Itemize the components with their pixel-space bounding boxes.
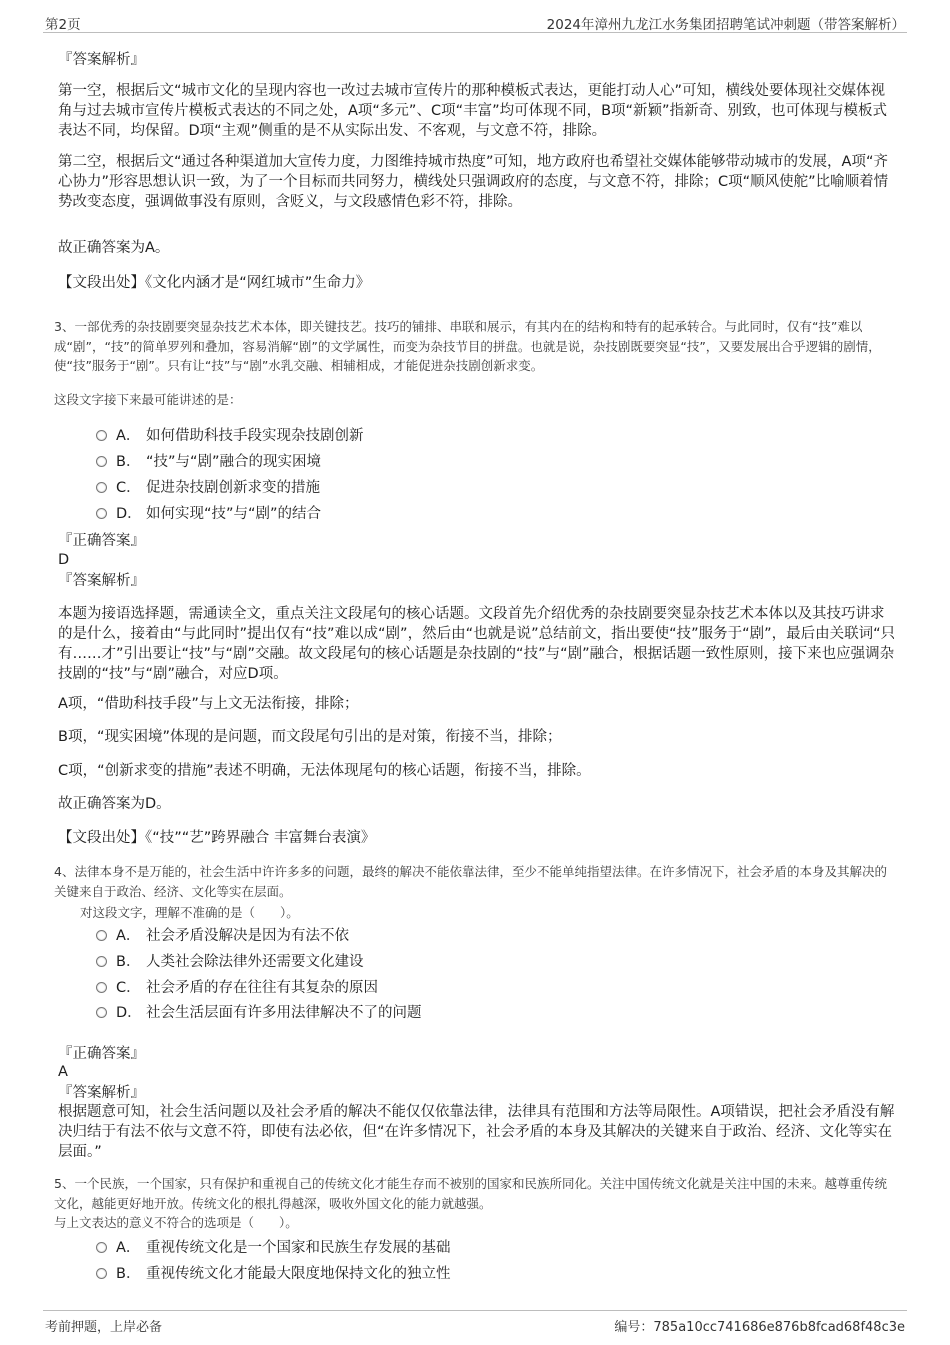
page-number: 第2页 [45, 17, 81, 33]
option-key: D． [116, 1005, 142, 1021]
option-key: C． [116, 480, 141, 496]
option-text: 社会矛盾的存在往往有其复杂的原因 [146, 980, 378, 996]
q3-answer: D [58, 552, 70, 568]
option-key: C． [116, 980, 141, 996]
q4-question: 对这段文字，理解不准确的是（ ）。 [80, 905, 299, 920]
radio-button-icon[interactable] [96, 508, 107, 519]
option-text: “技”与“剧”融合的现实困境 [146, 454, 322, 470]
radio-button-icon[interactable] [96, 1242, 107, 1253]
q3-option-b-note: B项，“现实困境”体现的是问题，而文段尾句引出的是对策，衔接不当，排除； [58, 729, 562, 745]
option-key: B． [116, 954, 141, 970]
option-text: 人类社会除法律外还需要文化建设 [146, 954, 364, 970]
radio-button-icon[interactable] [96, 1268, 107, 1279]
radio-button-icon[interactable] [96, 930, 107, 941]
option-key: B． [116, 1266, 141, 1282]
option-key: B． [116, 454, 141, 470]
q5-stem: 5、一个民族，一个国家，只有保护和重视自己的传统文化才能生存而不被别的国家和民族所同化。关注中国传统文化就是关注中国的未来。越尊重传统文化，越能更好地开放。传统文化的根扎得越深，吸收外国文化的能力就越强。 [54, 1176, 887, 1211]
q2-source: 【文段出处】《文化内涵才是“网红城市”生命力》 [58, 275, 371, 291]
q4-option-b[interactable] [96, 952, 364, 972]
q2-analysis-paragraph-2: 第二空，根据后文“通过各种渠道加大宣传力度，力图维持城市热度”可知，地方政府也希望社交媒体能够带动城市的发展，A项“齐心协力”形容思想认识一致，为了一个目标而共同努力，横线处只强调政府的态度，与文意不符，排除；C项“顺风使舵”比喻顺着情势改变态度，强调做事没有原则，含贬义，与文段感情色彩不符，排除。 [58, 154, 889, 210]
q2-conclusion: 故正确答案为A。 [58, 240, 170, 256]
q5-option-b[interactable] [96, 1264, 451, 1284]
q3-source: 【文段出处】《“技”“艺”跨界融合 丰富舞台表演》 [58, 830, 376, 846]
q2-analysis-paragraph-1: 第一空，根据后文“城市文化的呈现内容也一改过去城市宣传片的那种模板式表达，更能打动人心”可知，横线处要体现社交媒体视角与过去城市宣传片模板式表达的不同之处，A项“多元”、C项“丰富”均可体现不同，B项“新颖”指新奇、别致，也可体现与模板式表达不同，均保留。D项“主观”侧重的是不从实际出发、不客观，与文意不符，排除。 [58, 83, 888, 139]
q4-analysis: 根据题意可知，社会生活问题以及社会矛盾的解决不能仅仅依靠法律，法律具有范围和方法等局限性。A项错误，把社会矛盾没有解决归结于有法不依与文意不符，即使有法必依，但“在许多情况下，社会矛盾的本身及其解决的关键来自于政治、经济、文化等实在层面。” [58, 1104, 895, 1160]
q3-option-a[interactable] [96, 426, 364, 446]
option-text: 如何借助科技手段实现杂技剧创新 [146, 428, 364, 444]
q4-answer: A [58, 1064, 68, 1080]
q2-analysis-label: 『答案解析』 [58, 52, 145, 68]
q5-question: 与上文表达的意义不符合的选项是（ ）。 [54, 1215, 298, 1230]
page-footer [43, 1310, 907, 1337]
option-text: 如何实现“技”与“剧”的结合 [146, 506, 322, 522]
footer-slogan: 考前押题，上岸必备 [45, 1320, 163, 1335]
q4-stem: 4、法律本身不是万能的，社会生活中许许多多的问题，最终的解决不能依靠法律，至少不能单纯指望法律。在许多情况下，社会矛盾的本身及其解决的关键来自于政治、经济、文化等实在层面。 [54, 864, 887, 899]
q3-analysis: 本题为接语选择题，需通读全文，重点关注文段尾句的核心话题。文段首先介绍优秀的杂技剧要突显杂技艺术本体以及其技巧讲求的是什么，接着由“与此同时”提出仅有“技”难以成“剧”，然后由“也就是说”总结前文，指出要使“技”服务于“剧”，最后由关联词“只有……才”引出要让“技”与“剧”交融。故文段尾句的核心话题是杂技剧的“技”与“剧”融合，根据话题一致性原则，接下来也应强调杂技剧的“技”与“剧”融合，对应D项。 [58, 606, 896, 682]
q3-question: 这段文字接下来最可能讲述的是： [54, 392, 242, 407]
option-text: 促进杂技剧创新求变的措施 [146, 480, 320, 496]
q3-option-d[interactable] [96, 504, 321, 524]
q3-conclusion: 故正确答案为D。 [58, 796, 171, 812]
option-text: 重视传统文化是一个国家和民族生存发展的基础 [146, 1240, 451, 1256]
option-text: 社会生活层面有许多用法律解决不了的问题 [146, 1005, 422, 1021]
page-header [43, 10, 907, 33]
q5-option-a[interactable] [96, 1238, 451, 1258]
radio-button-icon[interactable] [96, 430, 107, 441]
q3-option-a-note: A项，“借助科技手段”与上文无法衔接，排除； [58, 696, 359, 712]
document-title: 2024年漳州九龙江水务集团招聘笔试冲刺题（带答案解析） [546, 17, 905, 33]
option-key: A． [116, 928, 141, 944]
q4-option-d[interactable] [96, 1003, 422, 1023]
radio-button-icon[interactable] [96, 456, 107, 467]
option-text: 重视传统文化才能最大限度地保持文化的独立性 [146, 1266, 451, 1282]
option-text: 社会矛盾没解决是因为有法不依 [146, 928, 349, 944]
q3-option-c[interactable] [96, 478, 320, 498]
q4-answer-label: 『正确答案』 [58, 1046, 145, 1062]
radio-button-icon[interactable] [96, 982, 107, 993]
q3-analysis-label: 『答案解析』 [58, 573, 145, 589]
radio-button-icon[interactable] [96, 482, 107, 493]
radio-button-icon[interactable] [96, 1007, 107, 1018]
option-key: A． [116, 1240, 141, 1256]
document-id: 编号：785a10cc741686e876b8fcad68f48c3e [614, 1320, 905, 1335]
q3-answer-label: 『正确答案』 [58, 533, 145, 549]
radio-button-icon[interactable] [96, 956, 107, 967]
option-key: A． [116, 428, 141, 444]
q4-analysis-label: 『答案解析』 [58, 1085, 145, 1101]
q3-option-b[interactable] [96, 452, 321, 472]
q4-option-c[interactable] [96, 978, 378, 998]
q4-option-a[interactable] [96, 926, 349, 946]
q3-stem: 3、一部优秀的杂技剧要突显杂技艺术本体，即关键技艺。技巧的铺排、串联和展示，有其内在的结构和特有的起承转合。与此同时，仅有“技”难以成“剧”，“技”的简单罗列和叠加，容易消解“剧”的文学属性，而变为杂技节目的拼盘。也就是说，杂技剧既要突显“技”，又要发展出合乎逻辑的剧情，使“技”服务于“剧”。只有让“技”与“剧”水乳交融、相辅相成，才能促进杂技剧创新求变。 [54, 319, 881, 373]
option-key: D． [116, 506, 142, 522]
q3-option-c-note: C项，“创新求变的措施”表述不明确，无法体现尾句的核心话题，衔接不当，排除。 [58, 763, 591, 779]
